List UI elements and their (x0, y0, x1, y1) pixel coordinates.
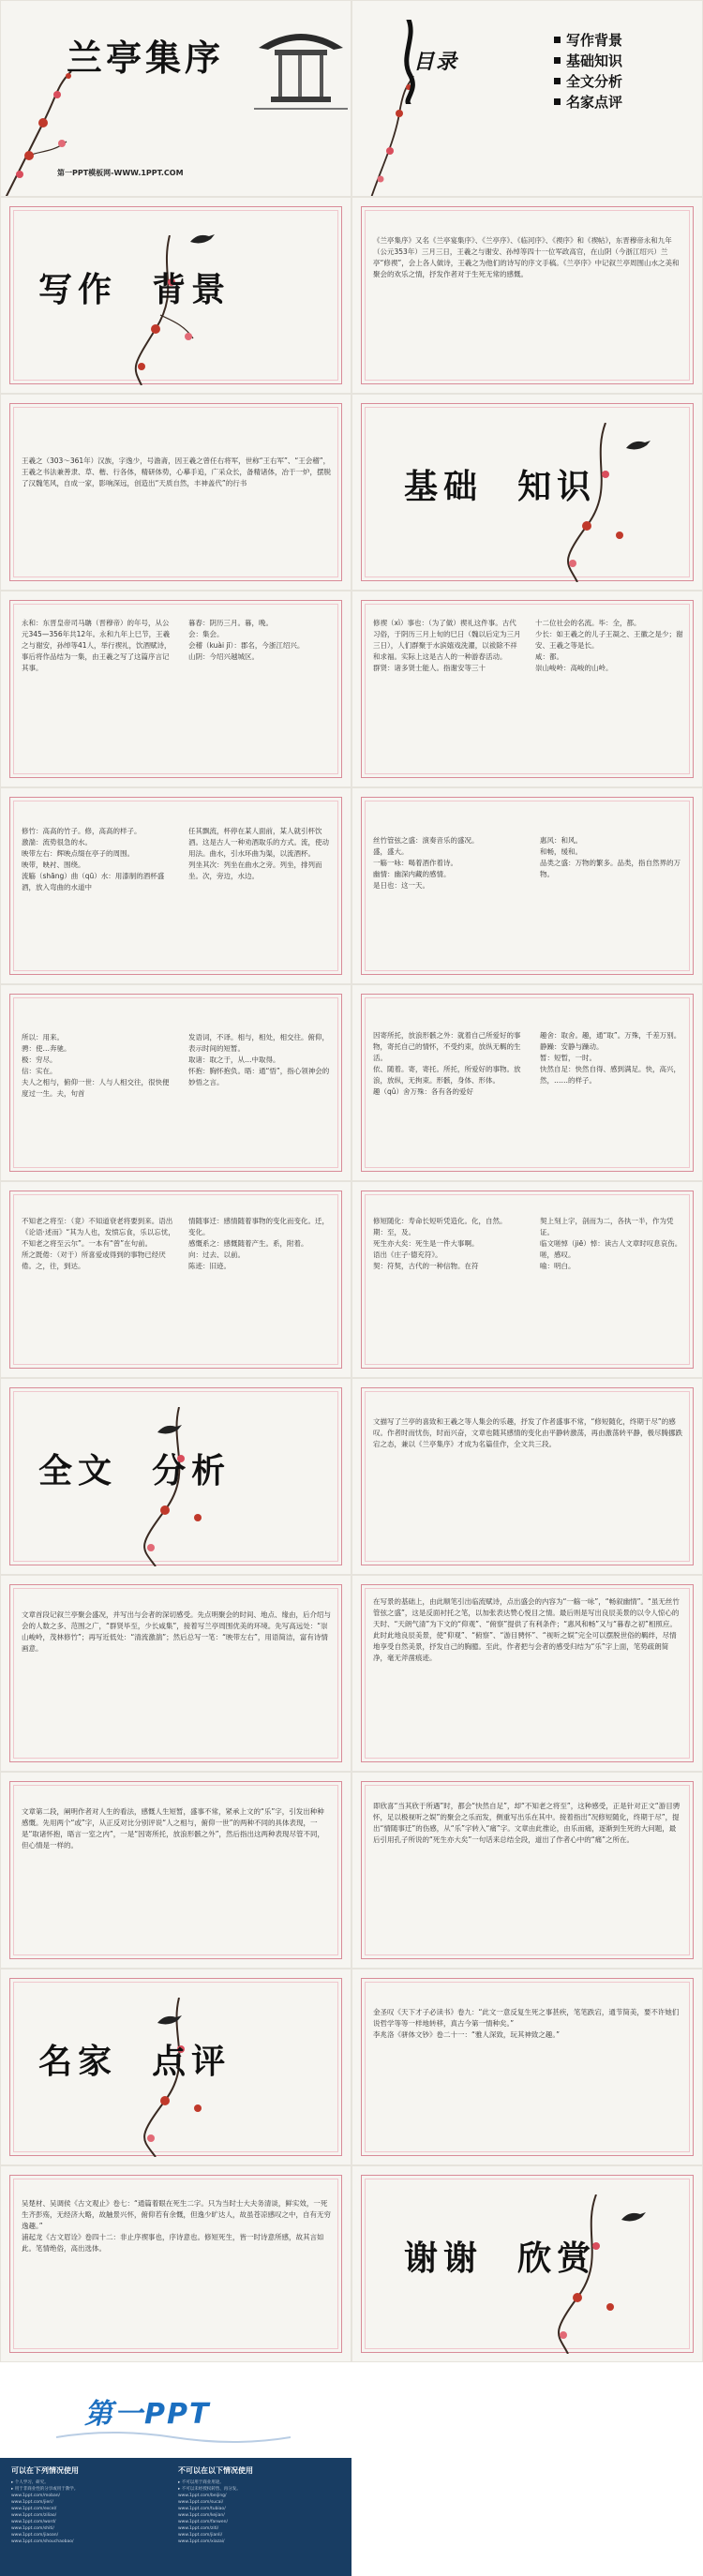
toc-item-writing-background[interactable]: 写作背景 (554, 29, 622, 50)
note-column-right: 契上刻上字，剖而为二，各执一半，作为凭证。 临文嗟悼（jiē）悼：读古人文章时叹息哀伤。嗟，感叹。 喻：明白。 (540, 1217, 682, 1270)
usage-line: ▸ 个人学习、研究。 (11, 2480, 49, 2485)
bird-icon (156, 2012, 184, 2030)
slide-notes-6[interactable] (352, 984, 703, 1181)
note-column-left: 修短随化：寿命长短听凭造化。化，自然。 期：至，及。 死生亦大矣：死生是一件大事啊。 语出《庄子·德充符》。 契：符契，古代的一种信物。在符 (373, 1217, 507, 1270)
bird-icon (620, 2209, 648, 2227)
usage-link[interactable]: www.1ppt.com/jianli/ (178, 2533, 223, 2538)
usage-link[interactable]: www.1ppt.com/moban/ (11, 2494, 61, 2498)
paragraph: 《兰亭集序》又名《兰亭宴集序》、《兰亭序》、《临河序》、《禊序》和《禊帖》，东晋穆帝永和九年（公元353年）三月三日，王羲之与谢安、孙绰等四十一位军政高官，在山阴（今浙江绍兴）兰亭“修禊”，会上各人做诗，王羲之为他们的诗写的序文手稿。《兰亭序》中记叙兰亭周围山水之美和聚会的欢乐之情，抒发作者对于生死无常的感慨。 (373, 236, 680, 278)
pavilion-icon (254, 10, 348, 113)
bird-icon (156, 1421, 184, 1440)
slide-analysis-4[interactable] (352, 1772, 703, 1969)
note-column-right: 暮春：阴历三月。暮，晚。 会：集会。 会稽（kuài jī）：郡名，今浙江绍兴。 山阴：今绍兴越城区。 (188, 619, 305, 661)
paragraph: 吴楚材、吴调侯《古文观止》卷七：“通篇着眼在死生二字。只为当时士大夫务清谈，鲜实效，一死生齐彭殇，无经济大略，故触景兴怀，俯仰若有余慨，但逸少旷达人，故虽苍凉感叹之中，自有无穷逸趣。” 浦起龙《古文眉诠》卷四十二：非止序禊事也，序诗意也。修短死生，皆一时诗意所感，故其言如此。笔情绝俗，高出选体。 (22, 2199, 331, 2253)
slide-notes-7[interactable] (0, 1181, 352, 1378)
usage-terms-panel (0, 2458, 352, 2576)
bird-icon (624, 437, 652, 456)
toc-item-basic-knowledge[interactable]: 基础知识 (554, 50, 622, 70)
slide-frame (361, 1978, 694, 2156)
toc-item-text-analysis[interactable]: 全文分析 (554, 70, 622, 91)
usage-link[interactable]: www.1ppt.com/jieri/ (11, 2500, 53, 2505)
usage-allowed-column (11, 2465, 171, 2545)
section-heading: 写作 背景 (38, 270, 232, 309)
note-column-left: 因寄所托，放浪形骸之外：就着自己所爱好的事物，寄托自己的情怀，不受约束，放纵无羁的生活。 依、随着。寄，寄托。所托，所爱好的事物。放浪，放纵，无拘束。形骸，身体、形体。 趣（qǔ）舍万殊：各有各的爱好 (373, 1031, 521, 1096)
section-heading: 基础 知识 (404, 467, 597, 506)
slide-author-text[interactable] (0, 394, 352, 591)
wave-decoration-icon (56, 2428, 291, 2447)
usage-link[interactable]: www.1ppt.com/ziti/ (178, 2526, 219, 2531)
note-column-left: 修竹：高高的竹子。修，高高的样子。 激湍：流势很急的水。 映带左右：辉映点缀在亭子的周围。 映带，映衬、围绕。 流觞（shāng）曲（qū）水：用漆制的酒杯盛酒，放入弯曲的水道中 (22, 827, 165, 891)
toc-title: 目录 (413, 50, 459, 74)
note-column-left: 所以：用来。 骋：使…奔驰。 极：穷尽。 信：实在。 夫人之相与，俯仰一世：人与人相交往，很快便度过一生。夫，句首 (22, 1033, 170, 1098)
note-column-left: 修禊（xì）事也：（为了做）禊礼这件事。古代习俗，于阴历三月上旬的巳日（魏以后定为三月三日），人们群聚于水滨嬉戏洗濯，以祓除不祥和求福。实际上这是古人的一种游春活动。 群贤：诸多贤士能人。指谢安等三十 (373, 619, 521, 672)
slide-section-expert-review[interactable] (0, 1969, 352, 2165)
section-heading: 全文 分析 (38, 1451, 232, 1490)
usage-link[interactable]: www.1ppt.com/jiaoan/ (11, 2533, 59, 2538)
bullet-square-icon (554, 37, 561, 43)
paragraph: 文章首段记叙兰亭聚会盛况，并写出与会者的深切感受。先点明聚会的时间、地点、缘由，后介绍与会的人数之多、范围之广，“群贤毕至，少长咸集”，接着写兰亭周围优美的环境。先写高远处：“崇山峻岭，茂林修竹”；再写近低处：“清流激湍”；然后总写一笔：“映带左右”，用语简洁，富有诗情画意。 (22, 1610, 331, 1653)
paragraph: 金圣叹《天下才子必读书》卷九：“此文一意反复生死之事甚疾，笔笔跌宕，通节简美，要不许她们说哲学等等一样地转移，真古今第一情种矣。” 李兆洛《骈体文钞》卷二十一：“雅人深致，玩其神致之趣。” (373, 2008, 680, 2039)
note-column-right: 任其飘流，杯停在某人面前，某人就引杯饮酒。这是古人一种劝酒取乐的方式。流，使动用法。曲水，引水环曲为渠，以流酒杯。 列坐其次：列坐在曲水之旁。列坐，排列而坐。次，旁边，水边。 (188, 827, 329, 880)
usage-link[interactable]: www.1ppt.com/beijing/ (178, 2494, 227, 2498)
main-title: 兰亭集序 (67, 37, 225, 79)
note-column-left: 不知老之将至：（竟）不知道衰老将要到来。语出《论语·述而》“其为人也，发愤忘食，乐以忘忧，不知老之将至云尔”。一本有“曾”在句前。 所之既倦：（对于）所喜爱或得到的事物已经厌倦。之，往，到达。 (22, 1217, 175, 1270)
usage-allowed-title: 可以在下列情况使用 (11, 2466, 79, 2475)
usage-link[interactable]: www.1ppt.com/tubiao/ (178, 2507, 226, 2511)
slide-analysis-2[interactable] (352, 1575, 703, 1772)
slide-background-text[interactable] (352, 197, 703, 394)
slide-frame (361, 1387, 694, 1565)
section-heading: 谢谢 欣赏 (404, 2239, 597, 2278)
paragraph: 即欣喜“当其欣于所遇”时，都会“快然自足”，却“不知老之将至”，这种感受，正是针对正文“游目骋怀，足以极视听之娱”的聚会之乐而发，侧重写出乐在其中。接着指出“况修短随化，终期于尽”，提出“情随事迁”的伤感，从“乐”字转入“痛”字。文章由此推论，由乐而痛，逐渐到生死的大问题，最后引用孔子所说的“死生亦大矣”一句话来总结全段，道出了作者心中的“痛”之所在。 (373, 1802, 681, 1844)
usage-link[interactable]: www.1ppt.com/kejian/ (178, 2513, 225, 2518)
slide-notes-2[interactable] (352, 591, 703, 787)
slide-frame (9, 403, 342, 581)
slide-section-basic-knowledge[interactable] (352, 394, 703, 591)
note-column-left: 丝竹管弦之盛：演奏音乐的盛况。 盛，盛大。 一觞一咏：喝着酒作着诗。 幽情：幽深内藏的感情。 是日也：这一天。 (373, 836, 479, 890)
usage-link[interactable]: www.1ppt.com/xiazai/ (178, 2539, 225, 2544)
slide-review-1[interactable] (352, 1969, 703, 2165)
slide-thanks[interactable] (352, 2165, 703, 2362)
slide-notes-1[interactable] (0, 591, 352, 787)
usage-link[interactable]: www.1ppt.com/shouchaobao/ (11, 2539, 74, 2544)
slide-notes-5[interactable] (0, 984, 352, 1181)
note-column-right: 惠风：和风。 和畅，缓和。 品类之盛：万物的繁多。品类，指自然界的万物。 (540, 836, 681, 878)
slide-toc[interactable] (352, 0, 703, 197)
paragraph: 文描写了兰亭的喜致和王羲之等人集会的乐趣，抒发了作者盛事不常，“修短随化，终期于尽”的感叹。作者时而忧伤，时而兴奋，文章也随其感情的变化由平静转激荡，再由激荡转平静，极尽腾挪跌宕之态，兼以《兰亭集序》才成为名篇佳作，全文共三段。 (373, 1417, 682, 1448)
note-column-left: 永和：东晋皇帝司马聃（晋穆帝）的年号，从公元345—356年共12年。永和九年上巳节，王羲之与谢安，孙绰等41人，举行禊礼，饮酒赋诗，事后将作品结为一集，由王羲之写了这篇序言记其事。 (22, 619, 172, 672)
website-caption: 第一PPT模板网-WWW.1PPT.COM (57, 169, 184, 177)
slide-analysis-3[interactable] (0, 1772, 352, 1969)
slide-section-writing-background[interactable] (0, 197, 352, 394)
usage-link[interactable]: www.1ppt.com/ziliao/ (11, 2513, 57, 2518)
bullet-square-icon (554, 78, 561, 84)
slide-notes-4[interactable] (352, 787, 703, 984)
usage-forbidden-column (178, 2465, 337, 2545)
usage-line: ▸ 用于非商业性的分享或用于教学。 (11, 2487, 79, 2492)
usage-link[interactable]: www.1ppt.com/word/ (11, 2520, 56, 2524)
toc-item-expert-review[interactable]: 名家点评 (554, 91, 622, 112)
note-column-right: 情随事迁：感情随着事物的变化而变化。迁，变化。 感慨系之：感慨随着产生。系，附着。 向：过去、以前。 陈迹：旧迹。 (188, 1217, 329, 1270)
slide-section-text-analysis[interactable] (0, 1378, 352, 1575)
usage-line: ▸ 不可以用于商业用途。 (178, 2480, 224, 2485)
paragraph: 文章第二段，阐明作者对人生的看法，感慨人生短暂，盛事不常，紧承上文的“乐”字，引发出种种感慨。先用两个“或”字，从正反对比分别评说“人之相与，俯仰一世”的两种不同的具体表现，一是“取诸怀抱，晤言一室之内”，一是“因寄所托，放浪形骸之外”，然后指出这两种表现尽管不同，但心情是一样的。 (22, 1807, 325, 1850)
usage-link[interactable]: www.1ppt.com/shiti/ (11, 2526, 54, 2531)
usage-forbidden-title: 不可以在以下情况使用 (178, 2466, 253, 2475)
slide-frame (361, 206, 694, 384)
section-heading: 名家 点评 (38, 2042, 232, 2081)
toc-list (554, 29, 622, 112)
slide-title[interactable] (0, 0, 352, 197)
usage-link[interactable]: www.1ppt.com/sucai/ (178, 2500, 224, 2505)
slide-notes-8[interactable] (352, 1181, 703, 1378)
slide-notes-3[interactable] (0, 787, 352, 984)
slide-analysis-1[interactable] (0, 1575, 352, 1772)
bullet-square-icon (554, 98, 561, 105)
note-column-right: 趣舍：取舍。趣，通“取”。万殊，千差万别。 静躁：安静与躁动。 暂：短暂，一时。 快然自足：快然自得、感到满足。快，高兴，然，……的样子。 (540, 1031, 681, 1085)
usage-link[interactable]: www.1ppt.com/excel/ (11, 2507, 57, 2511)
usage-line: ▸ 不可以未经授权转售、再分发。 (178, 2487, 241, 2492)
usage-link[interactable]: www.1ppt.com/fanwen/ (178, 2520, 228, 2524)
footer-logo-area (0, 2362, 352, 2456)
slide-analysis-intro[interactable] (352, 1378, 703, 1575)
bullet-square-icon (554, 57, 561, 64)
paragraph: 王羲之（303～361年）汉族，字逸少，号澹斋，因王羲之曾任右将军，世称“王右军”、“王会稽”，王羲之书法兼善隶、草、楷、行各体，精研体势，心摹手追，广采众长，备精诸体，冶于一炉，摆脱了汉魏笔风，自成一家，影响深远，创造出“天质自然，丰神盖代”的行书 (22, 457, 331, 487)
note-column-right: 发语词，不译。相与，相处，相交往。俯仰，表示时间的短暂。 取诸：取之于，从…中取得。 怀抱：胸怀抱负。晤：通“悟”，指心领神会的妙悟之言。 (188, 1033, 330, 1086)
bird-icon (188, 231, 217, 249)
site-logo[interactable]: 第一PPT (84, 2398, 211, 2431)
note-column-right: 十二位社会的名流。毕：全，都。 少长：如王羲之的儿子王凝之、王徽之是少；谢安、王羲之等是长。 咸：都。 崇山峻岭：高峻的山岭。 (535, 619, 683, 672)
slide-review-2[interactable] (0, 2165, 352, 2362)
paragraph: 在写景的基础上，由此顺笔引出临流赋诗，点出盛会的内容为“一觞一咏”，“畅叙幽情”。“虽无丝竹管弦之盛”，这是反面衬托之笔，以加张表达赞心悦目之情。最后则是写出良辰美景的以令人惊心的天时、“天朗气清”为下文的“仰观”、“俯察”提供了有利条件；“惠风和畅”又与“暮春之初”相照应。此时此地良辰美景，使“仰观”、“俯察”、“游目骋怀”、“视听之娱”完全可以摆脱世俗的羁绊，尽情地享受自然美景，抒发自己的胸臆。至此，作者把与会者的感受归结为“乐”字上面，笔势疏朗简净，毫无斧凿痕迹。 (373, 1597, 680, 1662)
